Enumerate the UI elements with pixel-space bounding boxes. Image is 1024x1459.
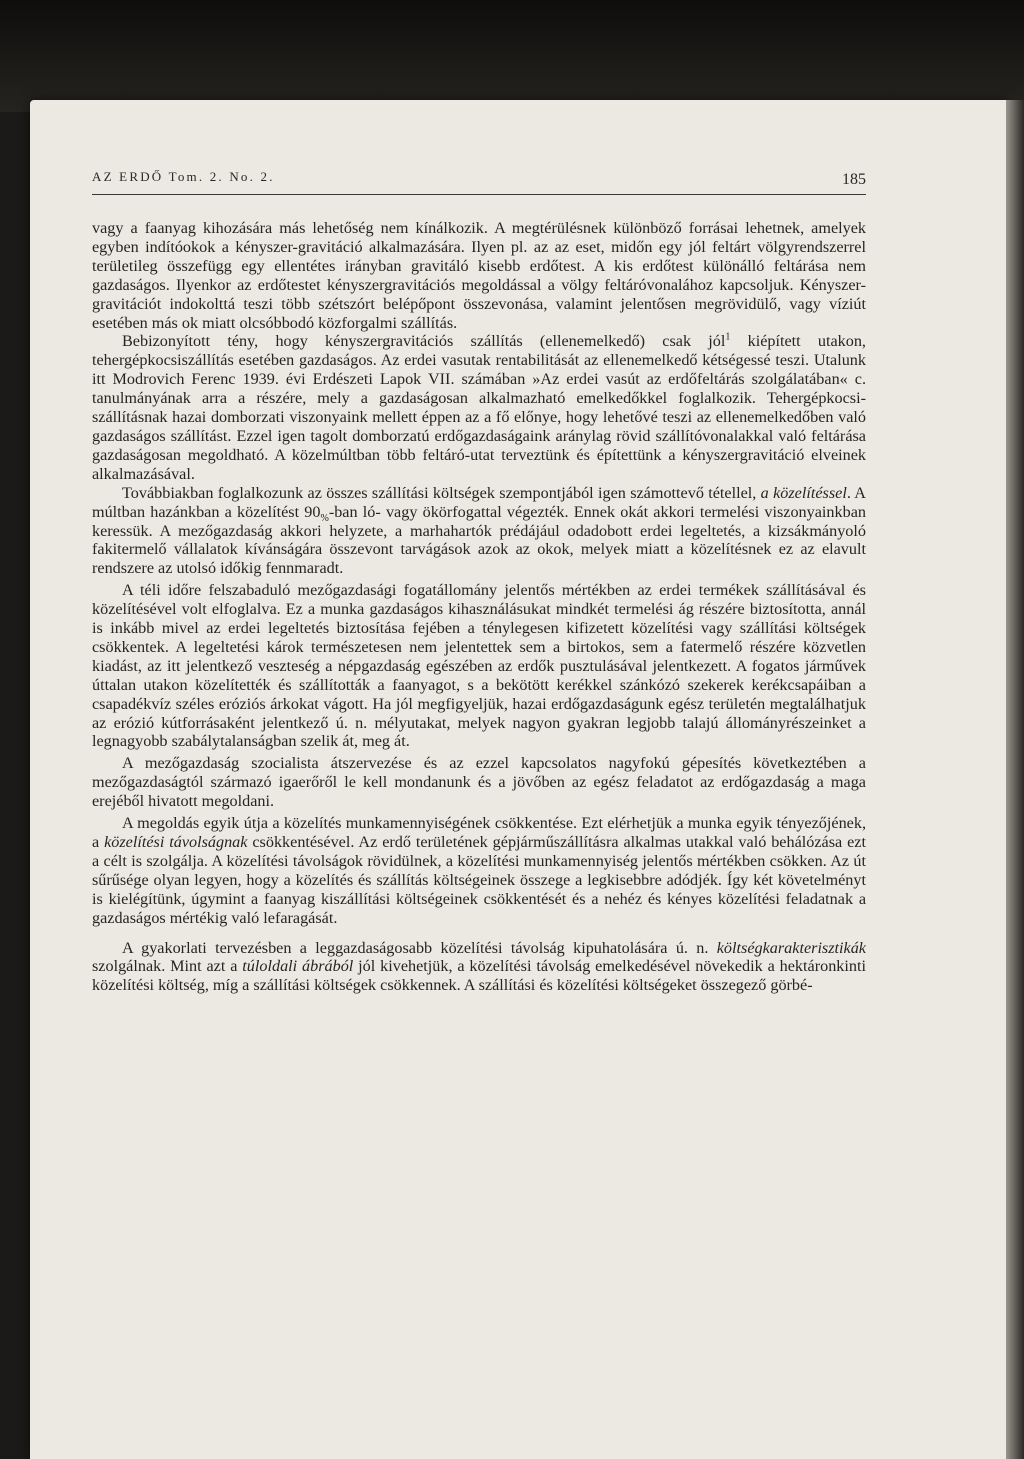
page-number: 185 [842, 171, 866, 188]
italic-text: a közelítéssel [760, 483, 847, 502]
paragraph [92, 219, 866, 332]
page-header [92, 167, 866, 195]
paragraph [92, 754, 866, 811]
text-run: vagy a faanyag kihozására más lehetőség nem kínálkozik. A megtérülésnek különböző forrásai lehetnek, amelyek egyben indítóokok a kényszer-gravitáció alkalmazására. Ilyen pl. az az eset, midőn egy jól feltárt völgyrendszerrel területileg összefügg egy ellentétes irányban gravitáló kisebb erdőtest. A kis erdőtest különálló feltárása nem gazdaságos. Ilyenkor az erdőtestet kényszergravitációs megoldással a völgy feltáróvonalához kapcsoljuk. Kényszer-gravitációt indokolttá teszi több szétszórt belépőpont összevonása, valamint jelentősen megrövidülő, vagy víziút esetében más ok miatt olcsóbbodó közforgalmi szállítás. [92, 219, 866, 332]
subscript-text: % [320, 512, 329, 524]
text-run: Bebizonyított tény, hogy kényszergravitációs szállítás (ellenemelkedő) csak jól [122, 332, 726, 351]
paragraph [92, 939, 866, 996]
text-run: A mezőgazdaság szocialista átszervezése és az ezzel kapcsolatos nagyfokú gépesítés következtében a mezőgazdaságtól származó igaerőről le kell mondanunk és a jövőben az egész feladatot az erdőgazdaság a maga erejéből hivatott megoldani. [92, 754, 866, 811]
text-run: Továbbiakban foglalkozunk az összes szállítási költségek szempontjából igen számottevő tétellel, [122, 483, 761, 502]
footnote-mark: 1 [725, 332, 731, 344]
text-run: jól kivehetjük, a közelítési távolság emelkedésével növekedik a hektáronkinti közelítési költség, míg a szállítási költségek csökkennek. A szállítási és közelítési költségeket összegező görbé- [92, 957, 866, 995]
text-run: A megoldás egyik útja a közelítés munkamennyiségének csökkentése. Ezt elérhetjük a munka egyik tényezőjének, a [92, 814, 866, 851]
italic-text: közelítési távolságnak [104, 833, 248, 851]
paragraph [92, 814, 866, 927]
text-run: szolgálnak. Mint azt a [92, 957, 243, 976]
paragraph [92, 581, 866, 751]
text-run: A téli időre felszabaduló mezőgazdasági fogatállomány jelentős mértékben az erdei termékek szállításával és közelítésével volt elfoglalva. Ez a munka gazdaságos kihasználásukat mindkét termelési ág részére biztosította, annál is inkább mivel az erdei legeltetés biztosítása fejében a ténylegesen kifizetett közelítési vagy szállítási költségek csökkentek. A legeltetési károk természetesen nem jelentettek sem a birtokos, sem a fatermelő részére közvetlen kiadást, az itt jelentkező veszteség a népgazdaság egészében az erdők pusztulásával jelentkezett. A fogatos járművek úttalan utakon közelítették és szállították a faanyagot, s a bekötött kerékkel szánkózó szekerek kerékcsapáiban a csapadékvíz széles eróziós árkokat vágott. Ha jól megfigyeljük, hazai erdőgazdaságunk egész területén megtalálhatjuk az erózió kútforrásaként jelentkező ú. n. mélyutakat, melyek nagyon gyakran legjobb talajú állományrészeinket a legnagyobb szabálytalanságban szelik át, meg át. [92, 581, 866, 751]
text-run: A gyakorlati tervezésben a leggazdaságosabb közelítési távolság kipuhatolására ú. n. [122, 938, 717, 957]
italic-text: költségkarakterisztikák [716, 938, 866, 957]
paragraph [92, 332, 866, 483]
header-rule [92, 194, 866, 195]
running-head: AZ ERDŐ Tom. 2. No. 2. [92, 169, 275, 184]
paragraph [92, 484, 866, 579]
italic-text: túloldali ábrából [242, 957, 354, 976]
body-text [92, 219, 866, 995]
text-run: csökkentésével. Az erdő területének gépjárműszállításra alkalmas utakkal való behálózása ezt a célt is szolgálja. A közelítési távolságok rövidülnek, a közelítési munkamennyiség jelentős mértékben csökken. Az út sűrűsége olyan legyen, hogy a közelítés és szállítás költségeinek összege a legkisebbre adódjék. Így két követelményt is kielégítünk, úgymint a faanyag kiszállítási költségeinek csökkentését és a nehéz és kényes közelítési feladatnak a gazdaságos mértékig való lefaragását. [92, 833, 866, 927]
text-run: . A múltban hazánkban a közelítést 90 [92, 483, 867, 521]
text-run: kiépített utakon, tehergépkocsiszállítás esetében gazdaságos. Az erdei vasutak rentabilitását az ellenemelkedő kétségessé teszi. Utalunk itt Modrovich Ferenc 1939. évi Erdészeti Lapok VII. számában »Az erdei vasút az erdőfeltárás szolgálatában« c. tanulmányának arra a részére, mely a gazdaságosan alkalmazható emelkedőkkel foglalkozik. Tehergépkocsi-szállításnak hazai domborzati viszonyaink mellett éppen az a fő előnye, hogy lehetővé teszi az ellenemelkedőben való gazdaságos szállítást. Ezzel igen tagolt domborzatú erdőgazdaságaink aránylag rövid szállítóvonalakkal való feltárása gazdaságosan megoldható. A közelmúltban több feltáró-utat terveztünk és építettünk a kényszergravitáció elveinek alkalmazásával. [92, 332, 866, 483]
page-edge [1006, 100, 1024, 1459]
text-run: -ban ló- vagy ökörfogattal végezték. Ennek okát akkori termelési viszonyainkban keressük. A mezőgazdaság akkori helyzete, a marhahartók prédájául odadobott erdei legeltetés, a kizsákmányoló fakitermelő vállalatok kívánságára összevont tarvágások azok az okok, melyek miatt a közelítésnek ez az elavult rendszere az utolsó időkig fennmaradt. [92, 502, 866, 578]
background-shadow [0, 0, 1024, 112]
